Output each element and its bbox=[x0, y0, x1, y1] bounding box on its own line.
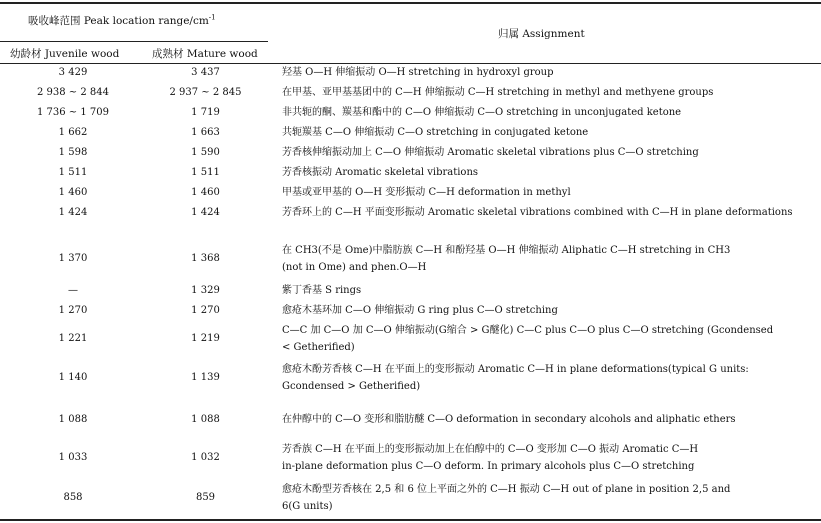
juvenile-value: 1 088 bbox=[58, 414, 88, 425]
mature-value: 2 937 ~ 2 845 bbox=[169, 87, 242, 98]
assignment-line: 共轭羰基 C—O 伸缩振动 C—O stretching in conjugated ketone bbox=[282, 127, 589, 138]
assignment-line: 芳香族 C—H 在平面上的变形振动加上在伯醇中的 C—O 变形加 C—O 振动 Aromatic C—H bbox=[282, 444, 699, 455]
assignment-cell bbox=[282, 481, 730, 515]
mature-value: 1 511 bbox=[191, 167, 220, 178]
assignment-line: 芳香核振动 Aromatic skeletal vibrations bbox=[282, 167, 479, 178]
assignment-line: < Getherified) bbox=[282, 342, 355, 353]
assignment-line: 紫丁香基 S rings bbox=[282, 285, 362, 296]
mature-value: 1 460 bbox=[191, 187, 220, 198]
juvenile-value: 1 511 bbox=[58, 167, 88, 178]
juvenile-value: 1 221 bbox=[58, 333, 88, 344]
mature-value: 1 088 bbox=[191, 414, 220, 425]
juvenile-value: 1 598 bbox=[58, 147, 88, 158]
juvenile-value: 1 662 bbox=[58, 127, 88, 138]
mature-value: 859 bbox=[195, 492, 216, 503]
assignment-line: in-plane deformation plus C—O deform. In primary alcohols plus C—O stretching bbox=[282, 461, 695, 472]
juvenile-value: 1 033 bbox=[58, 452, 88, 463]
assignment-line: 非共轭的酮、羰基和酯中的 C—O 伸缩振动 C—O stretching in unconjugated ketone bbox=[282, 107, 682, 118]
assignment-cell bbox=[282, 361, 749, 395]
assignment-cell bbox=[282, 441, 698, 475]
mature-value: 1 719 bbox=[191, 107, 220, 118]
juvenile-value: 858 bbox=[63, 492, 83, 503]
assignment-line: 甲基或亚甲基的 O—H 变形振动 C—H deformation in methyl bbox=[282, 187, 571, 198]
juvenile-value: 1 424 bbox=[58, 207, 88, 218]
assignment-line: 羟基 O—H 伸缩振动 O—H stretching in hydroxyl group bbox=[282, 67, 554, 78]
assignment-line: 愈疮木酚型芳香核在 2,5 和 6 位上平面之外的 C—H 振动 C—H out of plane in position 2,5 and bbox=[282, 484, 731, 495]
mature-value: 1 270 bbox=[191, 305, 220, 316]
assignment-line: (not in Ome) and phen.O—H bbox=[282, 262, 427, 273]
juvenile-value: 1 736 ~ 1 709 bbox=[37, 107, 109, 118]
mature-value: 1 424 bbox=[191, 207, 220, 218]
assignment-line: 在甲基、亚甲基基团中的 C—H 伸缩振动 C—H stretching in methyl and methyene groups bbox=[282, 87, 714, 98]
header-sub-rule bbox=[0, 41, 268, 42]
assignment-line: 愈疮木基环加 C—O 伸缩振动 G ring plus C—O stretching bbox=[282, 305, 558, 316]
assignment-line: 愈疮木酚芳香核 C—H 在平面上的变形振动 Aromatic C—H in plane deformations(typical G units: bbox=[282, 364, 749, 375]
assignment-line: 芳香核伸缩振动加上 C—O 伸缩振动 Aromatic skeletal vibrations plus C—O stretching bbox=[282, 147, 699, 158]
assignment-header: 归属 Assignment bbox=[498, 28, 585, 40]
juvenile-value: 1 140 bbox=[58, 372, 88, 383]
mature-value: 1 219 bbox=[191, 333, 220, 344]
assignment-line: Gcondensed > Getherified) bbox=[282, 381, 421, 392]
juvenile-value: 1 370 bbox=[58, 253, 88, 264]
mature-value: 1 590 bbox=[191, 147, 220, 158]
assignment-cell bbox=[282, 302, 558, 319]
assignment-cell bbox=[282, 411, 736, 428]
assignment-cell bbox=[282, 104, 681, 121]
table-top-rule bbox=[0, 2, 821, 4]
assignment-cell bbox=[282, 144, 699, 161]
assignment-cell bbox=[282, 124, 588, 141]
juvenile-value: 1 460 bbox=[58, 187, 88, 198]
assignment-cell bbox=[282, 242, 730, 276]
mature-value: 1 032 bbox=[191, 452, 220, 463]
assignment-cell bbox=[282, 184, 571, 201]
juvenile-value: — bbox=[68, 285, 78, 296]
assignment-line: 6(G units) bbox=[282, 501, 333, 512]
assignment-cell bbox=[282, 164, 478, 181]
assignment-line: 在 CH3(不是 Ome)中脂肪族 C—H 和酚羟基 O—H 伸缩振动 Aliphatic C—H stretching in CH3 bbox=[282, 245, 731, 256]
juvenile-value: 3 429 bbox=[58, 67, 88, 78]
mature-value: 1 368 bbox=[191, 253, 220, 264]
mature-value: 3 437 bbox=[191, 67, 220, 78]
assignment-line: C—C 加 C—O 加 C—O 伸缩振动(G缩合 > G醚化) C—C plus C—O plus C—O stretching (Gcondensed bbox=[282, 325, 774, 336]
assignment-cell bbox=[282, 84, 713, 101]
peak-range-header: 吸收峰范围 Peak location range/$cm^{-1}$ bbox=[28, 13, 216, 27]
mature-value: 1 663 bbox=[191, 127, 220, 138]
assignment-line: 芳香环上的 C—H 平面变形振动 Aromatic skeletal vibrations combined with C—H in plane deformations bbox=[282, 207, 793, 218]
assignment-cell bbox=[282, 322, 773, 356]
table-bottom-rule bbox=[0, 519, 821, 521]
assignment-cell bbox=[282, 204, 793, 221]
juvenile-value: 2 938 ~ 2 844 bbox=[37, 87, 109, 98]
mature-value: 1 139 bbox=[191, 372, 220, 383]
assignment-cell bbox=[282, 64, 554, 81]
juvenile-wood-header: 幼龄材 Juvenile wood bbox=[10, 48, 120, 60]
mature-wood-header: 成熟材 Mature wood bbox=[152, 48, 258, 60]
assignment-line: 在仲醇中的 C—O 变形和脂肪醚 C—O deformation in secondary alcohols and aliphatic ethers bbox=[282, 414, 736, 425]
assignment-cell bbox=[282, 282, 361, 299]
mature-value: 1 329 bbox=[191, 285, 220, 296]
juvenile-value: 1 270 bbox=[58, 305, 88, 316]
